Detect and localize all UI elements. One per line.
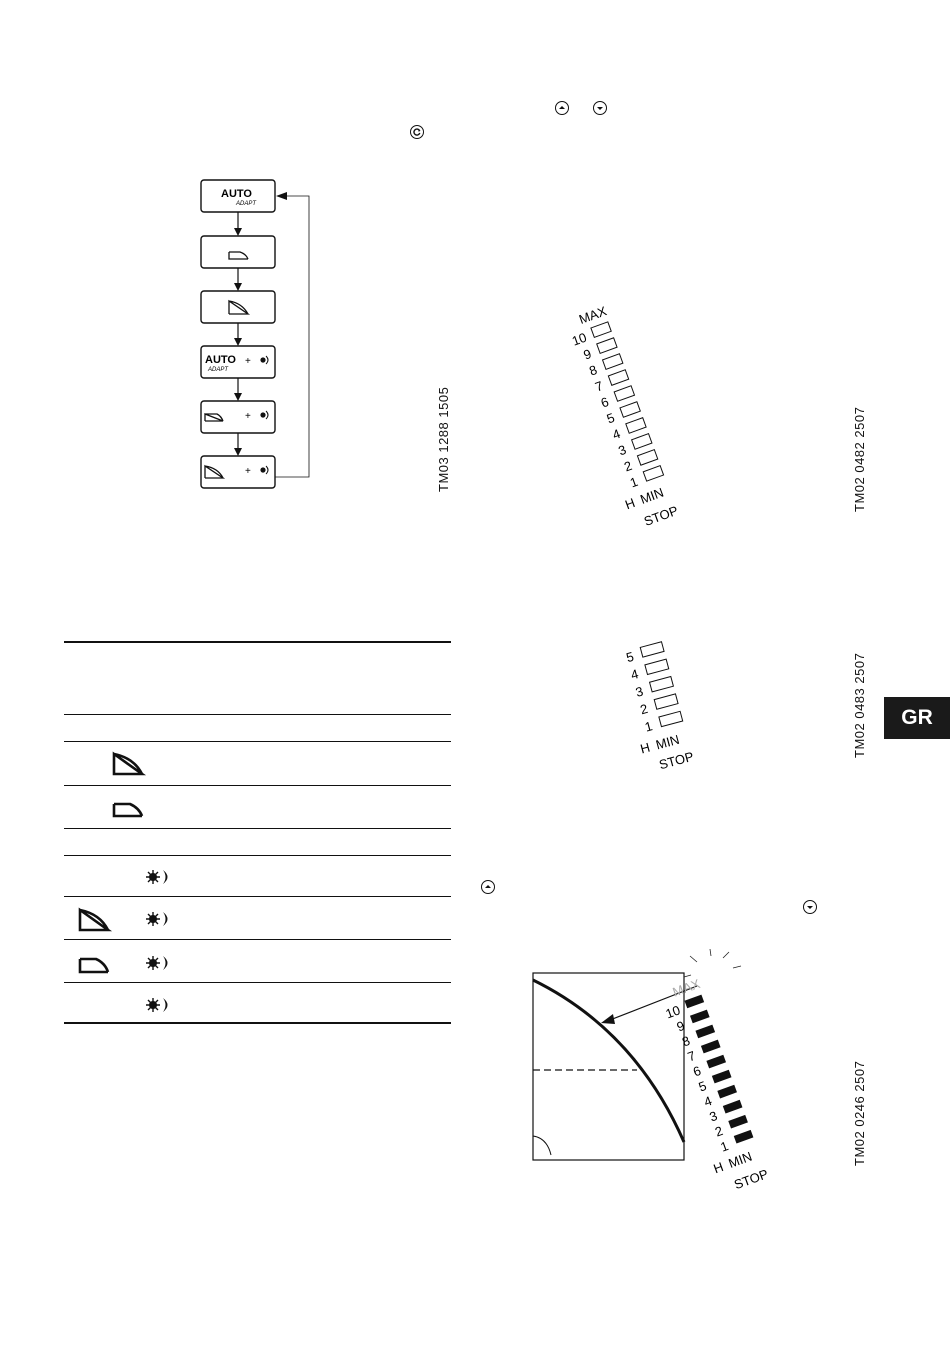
level-stop-label: STOP bbox=[657, 748, 696, 773]
step-1-main: AUTO bbox=[221, 188, 252, 200]
level-3-label: 3 bbox=[633, 683, 645, 700]
indicator-segment bbox=[591, 322, 611, 338]
step-5-plus: + bbox=[245, 411, 251, 422]
table-icons bbox=[64, 742, 204, 1022]
five-level-indicator-panel bbox=[624, 625, 738, 773]
indicator-segment bbox=[626, 418, 646, 434]
up-arrow-button-icon bbox=[481, 880, 495, 894]
down-check-button-icon bbox=[593, 101, 607, 115]
indicator-segment bbox=[734, 1130, 754, 1144]
level-3-label: 3 bbox=[616, 441, 629, 459]
cycle-button-icon bbox=[410, 125, 424, 139]
figure-code-panel-10: TM02 0482 2507 bbox=[852, 406, 867, 512]
indicator-segment bbox=[643, 466, 663, 482]
night-mode-icon bbox=[146, 956, 168, 970]
table-bottom-rule bbox=[64, 1022, 451, 1024]
level-stop-label: STOP bbox=[732, 1166, 771, 1193]
pump-curve-max-figure bbox=[525, 950, 810, 1193]
step-1-sub: ADAPT bbox=[236, 201, 257, 207]
level-2-label: 2 bbox=[622, 457, 634, 475]
level-8-label: 8 bbox=[680, 1032, 692, 1050]
level-7-label: 7 bbox=[592, 377, 605, 395]
table-rule bbox=[64, 714, 451, 715]
indicator-segment bbox=[640, 642, 664, 657]
figure-code-panel-5: TM02 0483 2507 bbox=[852, 652, 867, 758]
indicator-segment bbox=[620, 402, 640, 418]
figure-code-flow: TM03 1288 1505 bbox=[436, 386, 451, 492]
constant-pressure-icon bbox=[114, 804, 142, 816]
level-9-label: 9 bbox=[581, 346, 594, 363]
indicator-segment bbox=[706, 1055, 726, 1069]
indicator-segment bbox=[684, 995, 704, 1009]
indicator-segment bbox=[712, 1070, 732, 1084]
level-5-label: 5 bbox=[604, 409, 617, 427]
level-1-label: 1 bbox=[718, 1138, 731, 1155]
level-8-label: 8 bbox=[587, 362, 600, 379]
step-4-sub: ADAPT bbox=[208, 367, 229, 373]
indicator-segment bbox=[654, 694, 678, 709]
indicator-segment bbox=[608, 370, 628, 386]
level-stop-label: STOP bbox=[641, 502, 681, 529]
level-h-label: H bbox=[638, 739, 652, 757]
level-3-label: 3 bbox=[707, 1108, 720, 1125]
indicator-segment bbox=[723, 1100, 743, 1114]
indicator-segment bbox=[614, 386, 634, 402]
down-check-button-icon bbox=[803, 900, 817, 914]
level-min-label: MIN bbox=[654, 731, 682, 753]
level-max-label: MAX bbox=[670, 975, 703, 1000]
indicator-segment bbox=[637, 450, 657, 466]
language-tab: GR bbox=[884, 697, 950, 739]
ten-level-indicator-panel bbox=[569, 280, 740, 529]
table-top-rule bbox=[64, 641, 451, 643]
level-h-label: H bbox=[711, 1159, 726, 1177]
indicator-segment bbox=[659, 711, 683, 726]
level-2-label: 2 bbox=[712, 1123, 725, 1140]
indicator-segment bbox=[695, 1025, 715, 1039]
night-mode-icon bbox=[146, 870, 168, 884]
night-mode-icon bbox=[146, 998, 168, 1012]
level-2-label: 2 bbox=[638, 700, 650, 718]
mode-flow-diagram bbox=[190, 170, 330, 500]
constant-pressure-icon bbox=[80, 959, 108, 972]
indicator-segment bbox=[603, 354, 623, 370]
level-min-label: MIN bbox=[726, 1148, 754, 1171]
level-7-label: 7 bbox=[685, 1047, 698, 1065]
indicator-segment bbox=[597, 338, 617, 354]
level-1-label: 1 bbox=[627, 473, 640, 491]
level-6-label: 6 bbox=[691, 1062, 703, 1080]
level-10-label: 10 bbox=[663, 1002, 683, 1022]
proportional-pressure-icon bbox=[80, 910, 108, 930]
proportional-pressure-icon bbox=[114, 754, 142, 774]
indicator-segment bbox=[650, 677, 674, 692]
indicator-segment bbox=[632, 434, 652, 450]
indicator-segment bbox=[645, 659, 669, 674]
level-h-label: H bbox=[623, 495, 638, 513]
level-min-label: MIN bbox=[638, 484, 666, 507]
step-4-plus: + bbox=[245, 356, 251, 367]
step-4-main: AUTO bbox=[205, 354, 236, 366]
indicator-segment bbox=[728, 1115, 748, 1129]
indicator-segment bbox=[717, 1085, 737, 1099]
indicator-segment bbox=[690, 1010, 710, 1024]
night-mode-icon bbox=[146, 912, 168, 926]
level-9-label: 9 bbox=[674, 1017, 687, 1035]
level-max-label: MAX bbox=[576, 303, 609, 327]
level-10-label: 10 bbox=[569, 329, 589, 349]
step-6-plus: + bbox=[245, 466, 251, 477]
level-4-label: 4 bbox=[610, 425, 623, 443]
level-6-label: 6 bbox=[598, 393, 611, 411]
figure-code-curve: TM02 0246 2507 bbox=[852, 1060, 867, 1166]
indicator-segment bbox=[701, 1040, 721, 1054]
level-5-label: 5 bbox=[696, 1077, 709, 1095]
level-4-label: 4 bbox=[629, 666, 641, 683]
level-1-label: 1 bbox=[643, 718, 655, 735]
level-4-label: 4 bbox=[701, 1092, 714, 1110]
level-5-label: 5 bbox=[624, 648, 636, 666]
up-arrow-button-icon bbox=[555, 101, 569, 115]
